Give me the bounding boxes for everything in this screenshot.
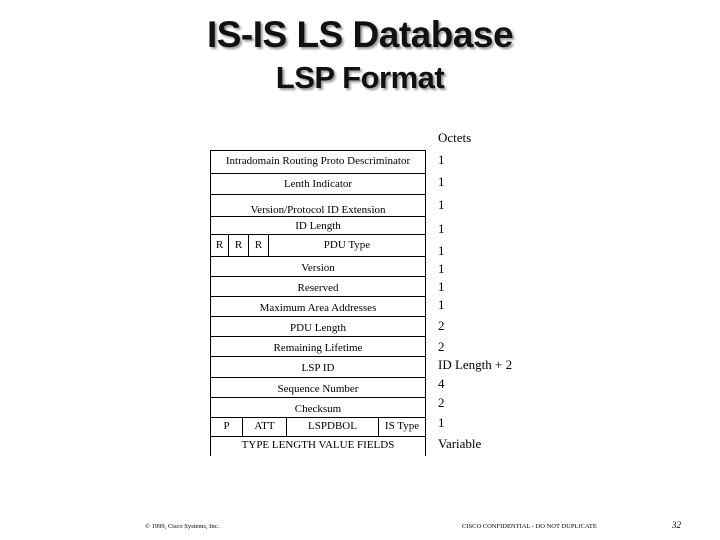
field-row-remaining-lifetime [211,337,425,357]
field-row-sequence-number [211,378,425,398]
is-type-field: IS Type [384,420,420,432]
octets-column-header: Octets [438,130,472,145]
reserved-bit-3: R [249,235,269,256]
field-row-intradomain-routing-proto-discriminator [211,151,425,174]
octet-value: Variable [438,436,482,451]
octet-value: 4 [438,376,445,391]
slide-title: IS-IS LS Database [206,14,514,55]
octet-value: 1 [438,221,445,236]
field-label: Version [301,262,335,274]
field-label: Version/Protocol ID Extension [250,204,386,216]
field-label: LSP ID [301,362,335,374]
field-label: Sequence Number [277,383,359,395]
lsp-format-table [210,150,426,456]
field-row-version-protocol-id-extension [211,195,425,217]
field-label: Remaining Lifetime [273,342,363,354]
octet-value: 1 [438,279,445,294]
octet-value: 1 [438,243,445,258]
octet-value: 1 [438,174,445,189]
field-label: Intradomain Routing Proto Descriminator [225,155,411,167]
octet-value: 2 [438,318,445,333]
slide-subtitle: LSP Format [275,60,445,95]
octet-value: 1 [438,261,445,276]
footer-confidential: CISCO CONFIDENTIAL - DO NOT DUPLICATE [462,523,597,530]
octet-value: 2 [438,339,445,354]
field-label: PDU Length [290,322,346,334]
field-label: Checksum [294,403,342,415]
field-row-checksum [211,398,425,418]
field-label: TYPE LENGTH VALUE FIELDS [241,439,395,451]
footer-copyright: © 1999, Cisco Systems, Inc. [145,523,220,530]
field-row-tlv-fields [211,437,425,456]
field-label: ID Length [295,220,341,232]
field-label: Maximum Area Addresses [259,302,377,314]
field-label: Lenth Indicator [283,178,353,190]
field-row-maximum-area-addresses [211,297,425,317]
partition-repair-field: P [211,418,243,436]
field-row-pdu-length [211,317,425,337]
octet-value: 1 [438,152,445,167]
field-row-lsp-id [211,357,425,378]
pdu-type-label: PDU Type [323,239,371,251]
field-row-id-length [211,217,425,235]
reserved-bit-2: R [229,235,249,256]
octet-value: 1 [438,197,445,212]
field-row-reserved [211,277,425,297]
field-row-version [211,257,425,277]
field-row-pdu-type [211,235,425,257]
field-row-length-indicator [211,174,425,195]
octet-value: 2 [438,395,445,410]
lsp-database-overload-field: LSPDBOL [287,418,379,436]
octet-value: ID Length + 2 [438,357,513,372]
attached-field: ATT [243,418,287,436]
octet-value: 1 [438,297,445,312]
reserved-bit-1: R [211,235,229,256]
octet-value: 1 [438,415,445,430]
field-row-flags [211,418,425,437]
page-number: 32 [672,520,681,530]
field-label: Reserved [297,282,339,294]
